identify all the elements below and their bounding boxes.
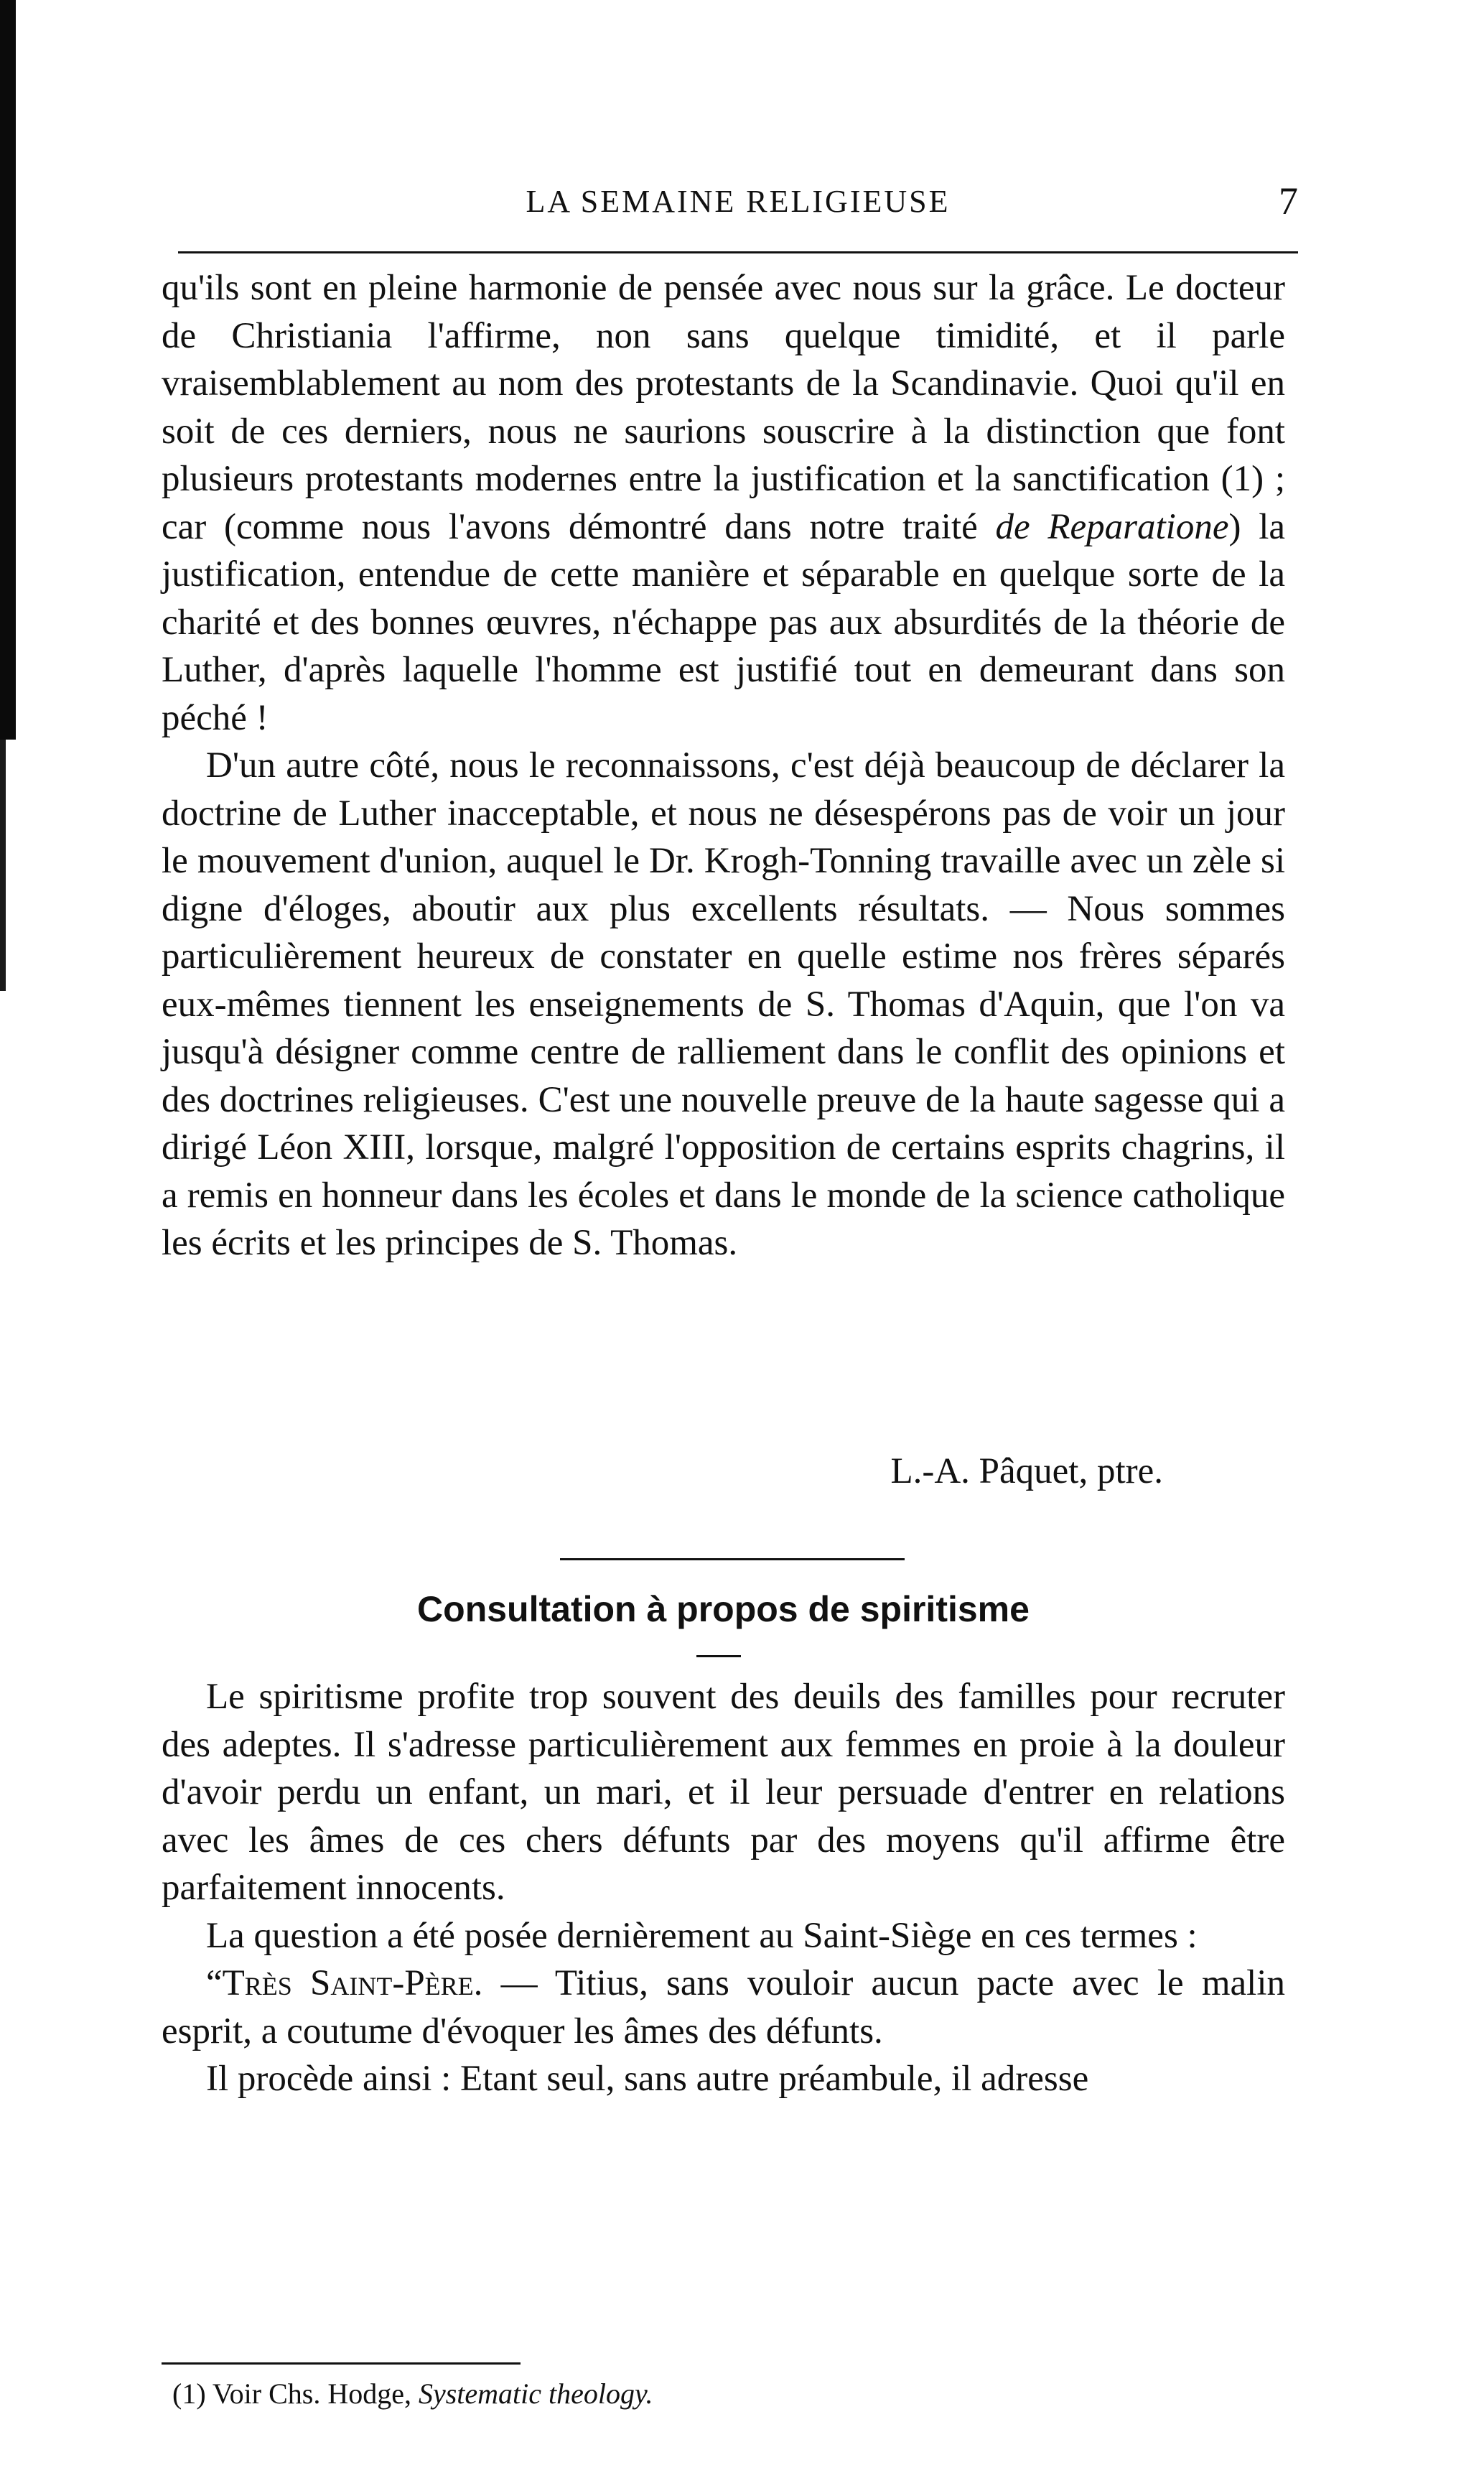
section-title: Consultation à propos de spiritisme [417, 1589, 1030, 1629]
binding-edge [0, 0, 16, 740]
paragraph-text: — Titius, sans vouloir aucun pacte avec le malin esprit, a coutume d'évoquer les âmes des défunts. [162, 1963, 1286, 2051]
running-head [178, 180, 1298, 233]
title-dash [696, 1655, 741, 1657]
binding-edge [0, 740, 6, 991]
paragraph: Le spiritisme profite trop souvent des deuils des familles pour recruter des adeptes. Il s'adresse particulièrement aux femmes en proie à la douleur d'avoir perdu un enfant, un mari, et il leur persuade d'entrer en relations avec les âmes de ces chers défunts par des moyens qu'il affirme être parfaitement innocents. [162, 1677, 1285, 1908]
paragraph-text: qu'ils sont en pleine harmonie de pensée avec nous sur la grâce. Le docteur de Christiania l'affirme, non sans quelque timidité, et il parle vraisemblablement au nom des protestants de la Scandinavie. Quoi qu'il en soit de ces derniers, nous ne saurions souscrire à la distinction que font plusieurs protestants modernes entre la justification et la sanctification (1) ; car (comme nous l'avons démontré dans notre traité [162, 268, 1285, 547]
salutation: “Très Saint-Père. [206, 1963, 483, 2003]
footnote-title: Systematic theology. [418, 2377, 653, 2410]
paragraph [162, 1960, 1285, 2055]
body-text-section [162, 1673, 1285, 2103]
paragraph [162, 264, 1285, 742]
section-divider [560, 1558, 905, 1560]
running-head-title: LA SEMAINE RELIGIEUSE [526, 184, 951, 219]
footnote [172, 2377, 653, 2411]
page-number: 7 [1279, 180, 1298, 223]
paragraph-text: ) la justification, entendue de cette manière et séparable en quelque sorte de la charité et des bonnes œuvres, n'échappe pas aux absurdités de la théorie de Luther, d'après laquelle l'homme est justifié tout en demeurant dans son péché ! [162, 506, 1286, 738]
header-rule [178, 251, 1298, 253]
footnote-text: (1) Voir Chs. Hodge, [172, 2377, 419, 2410]
paragraph: La question a été posée dernièrement au Saint-Siège en ces termes : [206, 1915, 1198, 1956]
body-text-top [162, 264, 1285, 1267]
treatise-title: de Reparatione [995, 506, 1229, 547]
paragraph: Il procède ainsi : Etant seul, sans autre préambule, il adresse [206, 2059, 1089, 2099]
author-signature: L.-A. Pâquet, ptre. [890, 1451, 1163, 1491]
paragraph: D'un autre côté, nous le reconnaissons, c'est déjà beaucoup de déclarer la doctrine de Luther inacceptable, et nous ne désespérons pas de voir un jour le mouvement d'union, auquel le Dr. Krogh-Tonning travaille avec un zèle si digne d'éloges, aboutir aux plus excellents résultats. — Nous sommes particulièrement heureux de constater en quelle estime nos frères séparés eux-mêmes tiennent les enseignements de S. Thomas d'Aquin, que l'on va jusqu'à désigner comme centre de ralliement dans le conflit des opinions et des doctrines religieuses. C'est une nouvelle preuve de la haute sagesse qui a dirigé Léon XIII, lorsque, malgré l'opposition de certains esprits chagrins, il a remis en honneur dans les écoles et dans le monde de la science catholique les écrits et les principes de S. Thomas. [162, 745, 1285, 1263]
footnote-rule [162, 2362, 521, 2365]
